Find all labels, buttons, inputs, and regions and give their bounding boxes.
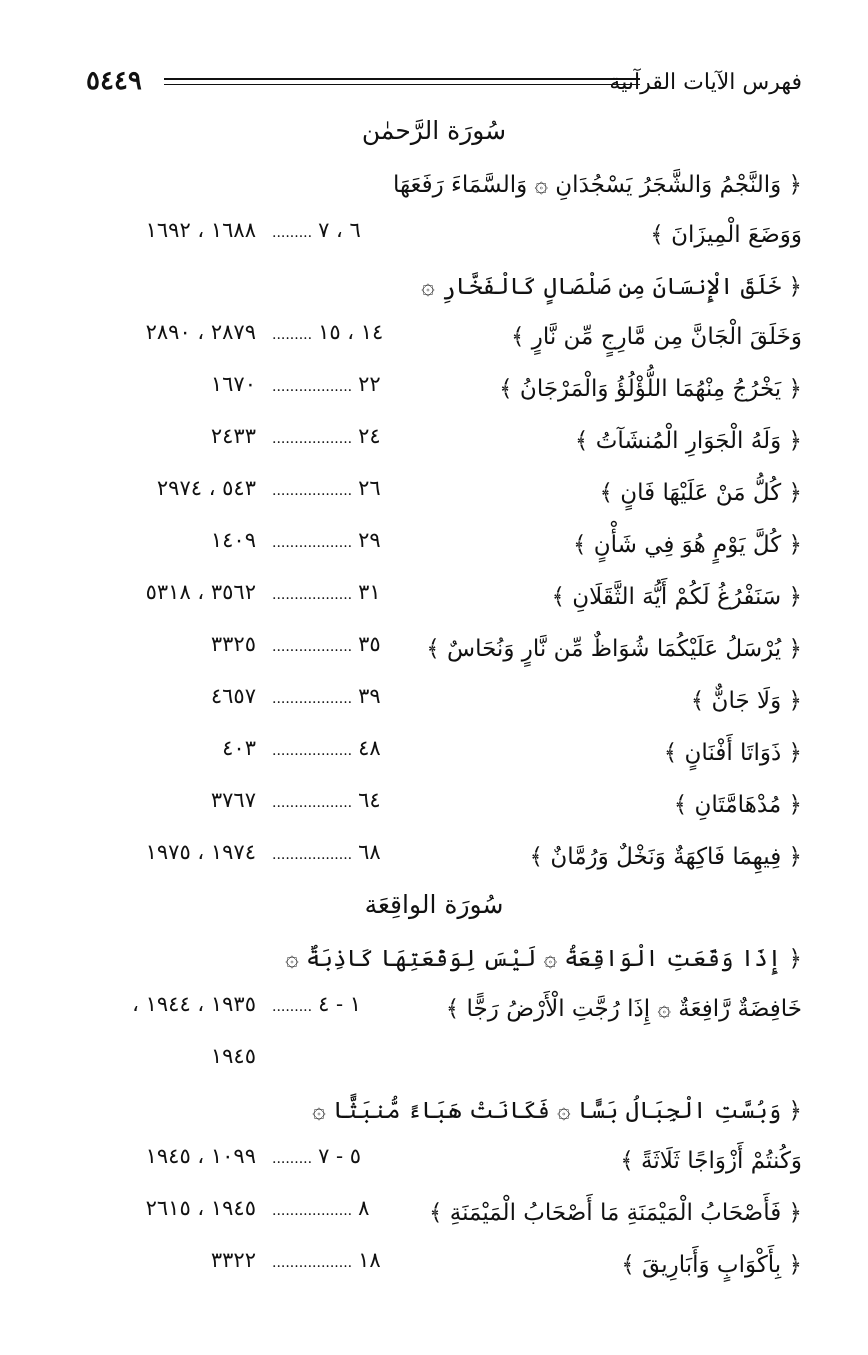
page-references: ٣٧٦٧ — [210, 788, 256, 812]
verse-line: وَكُنتُمْ أَزْوَاجًا ثَلَاثَةً ﴾ — [620, 1148, 802, 1174]
surah-heading-rahman: سُورَة الرَّحمٰن — [361, 116, 507, 145]
page-header — [86, 64, 802, 104]
verse-number: ١ - ٤ — [318, 992, 362, 1016]
verse-number: ٦٤ — [358, 788, 381, 812]
verse-line: ﴿ خَلَقَ الْإِنسَانَ مِن صَلْصَالٍ كَالْفَخَّارِ ۞ — [421, 274, 802, 300]
page-references: ٤٠٣ — [222, 736, 256, 760]
verse-line: وَوَضَعَ الْمِيزَانَ ﴾ — [650, 222, 802, 248]
verse-number: ٨ — [358, 1196, 370, 1220]
verse-reference: .................. ٢٦ — [272, 476, 381, 500]
page-references: ١٦٨٨ ، ١٦٩٢ — [145, 218, 256, 242]
verse-line: ﴿ مُدْهَامَّتَانِ ﴾ — [673, 792, 802, 818]
verse-reference: ......... ١٤ ، ١٥ — [272, 320, 384, 344]
verse-line: ﴿ وَبُسَّتِ الْجِبَالُ بَسًّا ۞ فَكَانَتْ هَبَاءً مُّنبَثًّا ۞ — [312, 1098, 802, 1124]
verse-number: ٣٥ — [358, 632, 381, 656]
page-references: ٣٣٢٢ — [210, 1248, 256, 1272]
verse-reference: ......... ١ - ٤ — [272, 992, 362, 1016]
verse-line: وَخَلَقَ الْجَانَّ مِن مَّارِجٍ مِّن نَّارٍ ﴾ — [510, 324, 802, 350]
page-references: ١٩٧٤ ، ١٩٧٥ — [145, 840, 256, 864]
verse-reference: .................. ٣٩ — [272, 684, 381, 708]
verse-line: ﴿ سَنَفْرُغُ لَكُمْ أَيُّهَ الثَّقَلَانِ ﴾ — [551, 584, 802, 610]
page-references: ١٩٣٥ ، ١٩٤٤ ، — [132, 992, 256, 1016]
verse-line: ﴿ يُرْسَلُ عَلَيْكُمَا شُوَاظٌ مِّن نَّارٍ وَنُحَاسٌ ﴾ — [426, 636, 802, 662]
page-references: ١٠٩٩ ، ١٩٤٥ — [145, 1144, 256, 1168]
verse-line: ﴿ ذَوَاتَا أَفْنَانٍ ﴾ — [663, 740, 802, 766]
verse-line: ﴿ وَالنَّجْمُ وَالشَّجَرُ يَسْجُدَانِ ۞ وَالسَّمَاءَ رَفَعَهَا — [392, 172, 802, 198]
verse-reference: .................. ٨ — [272, 1196, 370, 1220]
page-references: ٣٣٢٥ — [210, 632, 256, 656]
verse-number: ١٨ — [358, 1248, 381, 1272]
verse-line: ﴿ بِأَكْوَابٍ وَأَبَارِيقَ ﴾ — [621, 1252, 802, 1278]
page-references: ٥٤٣ ، ٢٩٧٤ — [156, 476, 256, 500]
verse-number: ٣٩ — [358, 684, 381, 708]
page-references: ١٤٠٩ — [210, 528, 256, 552]
verse-number: ٦٨ — [358, 840, 381, 864]
verse-reference: .................. ٦٨ — [272, 840, 381, 864]
page-references: ١٦٧٠ — [210, 372, 256, 396]
verse-number: ٢٢ — [358, 372, 381, 396]
verse-reference: .................. ٢٤ — [272, 424, 381, 448]
page-number: ٥٤٤٩ — [86, 66, 142, 96]
verse-line: ﴿ إِذَا وَقَعَتِ الْوَاقِعَةُ ۞ لَيْسَ لِوَقْعَتِهَا كَاذِبَةٌ ۞ — [285, 946, 802, 972]
verse-line: ﴿ يَخْرُجُ مِنْهُمَا اللُّؤْلُؤُ وَالْمَرْجَانُ ﴾ — [499, 376, 802, 402]
verse-number: ٦ ، ٧ — [318, 218, 361, 242]
verse-reference: .................. ٣١ — [272, 580, 381, 604]
verse-number: ٣١ — [358, 580, 381, 604]
verse-number: ١٤ ، ١٥ — [318, 320, 384, 344]
page-references: ٢٨٧٩ ، ٢٨٩٠ — [145, 320, 256, 344]
verse-reference: .................. ١٨ — [272, 1248, 381, 1272]
verse-number: ٢٦ — [358, 476, 381, 500]
header-title: فهرس الآيات القرآنية — [609, 70, 802, 95]
header-rule — [164, 78, 640, 85]
verse-line: ﴿ وَلَا جَانٌّ ﴾ — [690, 688, 802, 714]
verse-number: ٢٩ — [358, 528, 381, 552]
verse-line: ﴿ كُلَّ يَوْمٍ هُوَ فِي شَأْنٍ ﴾ — [572, 532, 802, 558]
verse-line: ﴿ فِيهِمَا فَاكِهَةٌ وَنَخْلٌ وَرُمَّانٌ ﴾ — [529, 844, 802, 870]
page-references: ١٩٤٥ — [210, 1044, 256, 1068]
verse-number: ٢٤ — [358, 424, 381, 448]
verse-reference: ......... ٦ ، ٧ — [272, 218, 361, 242]
verse-line: خَافِضَةٌ رَّافِعَةٌ ۞ إِذَا رُجَّتِ الْأَرْضُ رَجًّا ﴾ — [445, 996, 802, 1022]
verse-reference: .................. ٢٩ — [272, 528, 381, 552]
verse-number: ٤٨ — [358, 736, 381, 760]
page-references: ١٩٤٥ ، ٢٦١٥ — [145, 1196, 256, 1220]
surah-heading-waqiah: سُورَة الواقِعَة — [364, 890, 504, 919]
verse-reference: .................. ٤٨ — [272, 736, 381, 760]
verse-line: ﴿ كُلُّ مَنْ عَلَيْهَا فَانٍ ﴾ — [599, 480, 802, 506]
verse-reference: .................. ٦٤ — [272, 788, 381, 812]
verse-line: ﴿ وَلَهُ الْجَوَارِ الْمُنشَآتُ ﴾ — [574, 428, 802, 454]
page-references: ٢٤٣٣ — [210, 424, 256, 448]
verse-reference: .................. ٢٢ — [272, 372, 381, 396]
page-references: ٣٥٦٢ ، ٥٣١٨ — [145, 580, 256, 604]
verse-reference: .................. ٣٥ — [272, 632, 381, 656]
verse-line: ﴿ فَأَصْحَابُ الْمَيْمَنَةِ مَا أَصْحَابُ الْمَيْمَنَةِ ﴾ — [428, 1200, 802, 1226]
verse-reference: ......... ٥ - ٧ — [272, 1144, 362, 1168]
page-references: ٤٦٥٧ — [210, 684, 256, 708]
verse-number: ٥ - ٧ — [318, 1144, 362, 1168]
